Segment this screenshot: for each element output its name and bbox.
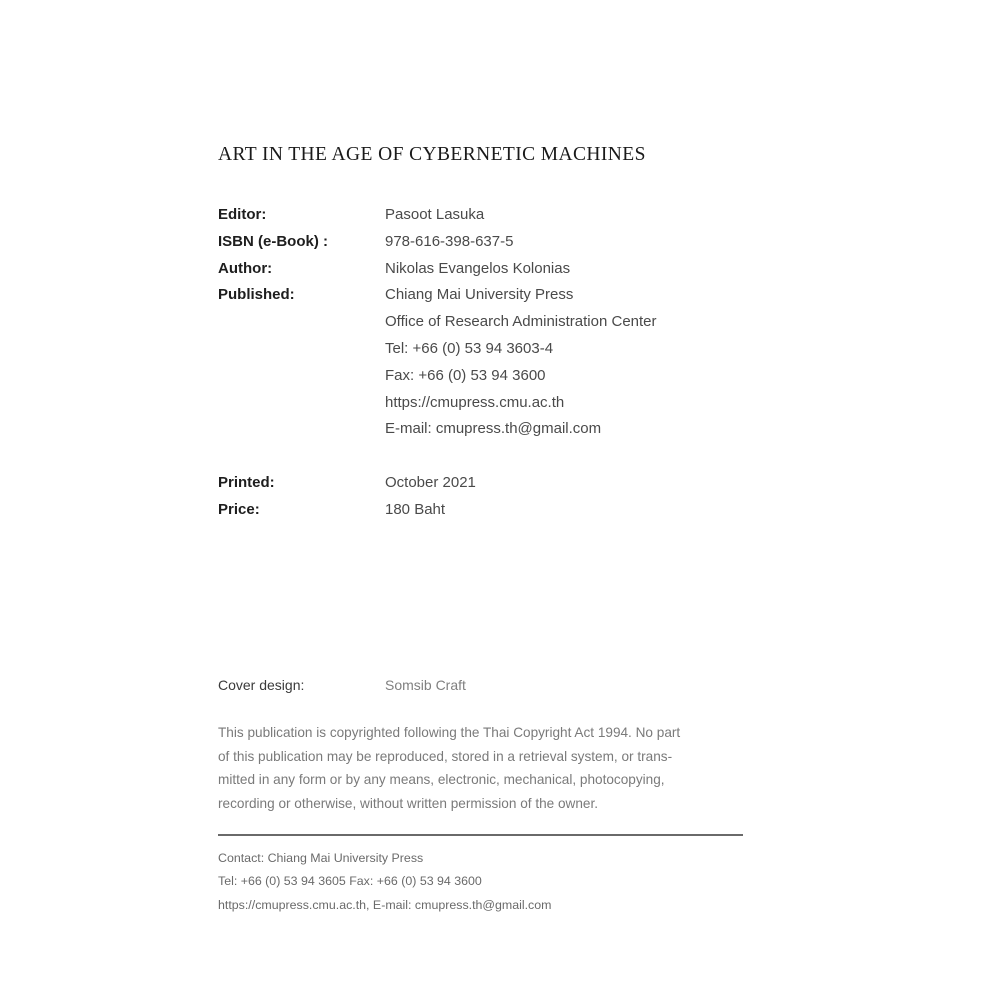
- detail-value: Nikolas Evangelos Kolonias: [385, 259, 571, 277]
- copyright-line: mitted in any form or by any means, electronic, mechanical, photocopying,: [218, 772, 665, 788]
- detail-value: https://cmupress.cmu.ac.th: [385, 393, 565, 411]
- copyright-line: recording or otherwise, without written permission of the owner.: [218, 795, 599, 811]
- detail-value: Pasoot Lasuka: [385, 206, 485, 223]
- copyright-line: This publication is copyrighted following the Thai Copyright Act 1994. No part: [218, 725, 681, 740]
- cover-design-value: Somsib Craft: [385, 677, 466, 693]
- detail-label: ISBN (e-Book) :: [218, 232, 328, 250]
- detail-value: 978-616-398-637-5: [385, 232, 514, 250]
- detail-label: Price:: [218, 500, 260, 518]
- contact-line: Contact: Chiang Mai University Press: [218, 851, 424, 865]
- copyright-line: of this publication may be reproduced, stored in a retrieval system, or trans-: [218, 748, 673, 764]
- divider: [218, 834, 743, 836]
- detail-label: Published:: [218, 286, 295, 304]
- detail-value: E-mail: cmupress.th@gmail.com: [385, 420, 602, 438]
- copyright-notice: [218, 721, 738, 815]
- book-title: ART IN THE AGE OF CYBERNETIC MACHINES: [218, 144, 646, 165]
- detail-value: October 2021: [385, 473, 476, 491]
- detail-label: Author:: [218, 259, 273, 277]
- cover-design-label: Cover design:: [218, 677, 305, 693]
- detail-label: Printed:: [218, 473, 275, 491]
- contact-line: https://cmupress.cmu.ac.th, E-mail: cmupress.th@gmail.com: [218, 897, 552, 912]
- detail-value: Tel: +66 (0) 53 94 3603-4: [385, 339, 554, 357]
- detail-value: Chiang Mai University Press: [385, 286, 574, 304]
- detail-value: 180 Baht: [385, 500, 446, 518]
- contact-line: Tel: +66 (0) 53 94 3605 Fax: +66 (0) 53 94 3600: [218, 874, 482, 889]
- detail-label: Editor:: [218, 206, 267, 223]
- contact-block: [218, 847, 551, 917]
- detail-value: Fax: +66 (0) 53 94 3600: [385, 366, 546, 384]
- detail-value: Office of Research Administration Center: [385, 313, 657, 331]
